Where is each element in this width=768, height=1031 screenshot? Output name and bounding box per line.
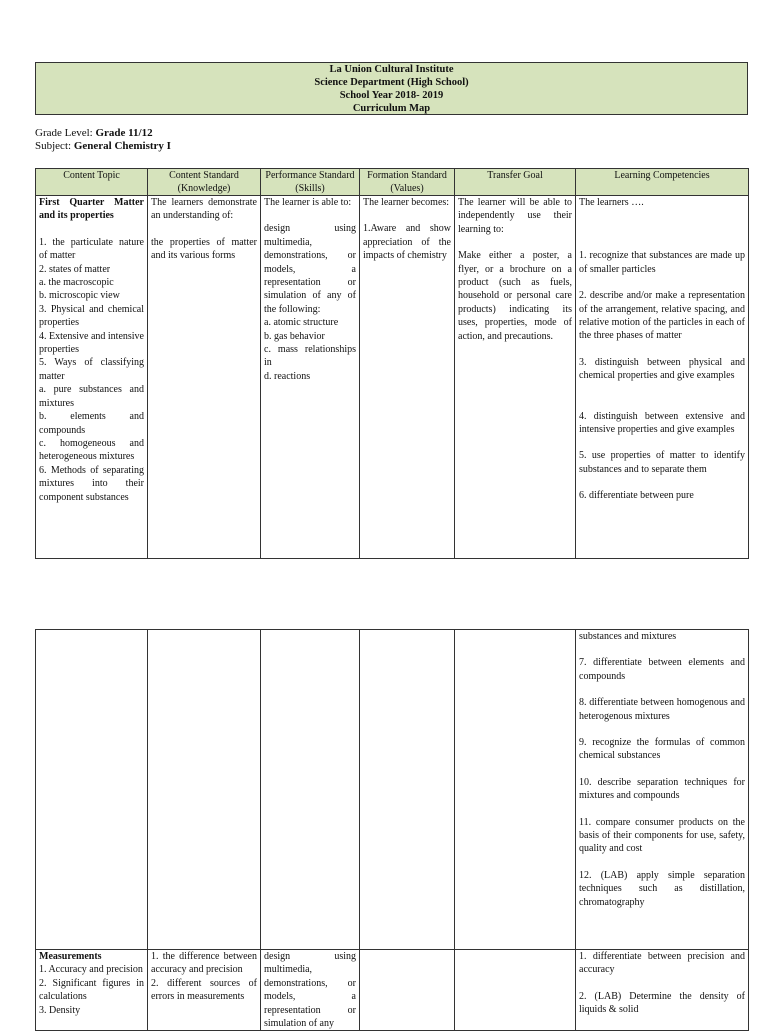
school-name: La Union Cultural Institute [329,64,454,75]
competency-item: 1. differentiate between precision and accuracy [579,951,745,976]
competency-item: 7. differentiate between elements and compounds [579,657,745,682]
competency-item: 11. compare consumer products on the basis of their components for use, safety, quality and cost [579,816,745,855]
transfer-goal-cell [455,630,576,950]
content-standard-cell [148,196,261,559]
content-topic-cell [36,950,148,1031]
table-row [36,196,749,559]
transfer-goal-cell [455,950,576,1031]
performance-standard-cell: design using multimedia, demonstrations, or models, a representation or simulation of any [261,950,360,1031]
competency-item: 12. (LAB) apply simple separation techniques such as distillation, chromatography [579,869,745,908]
table-row [36,630,749,950]
subject-value: General Chemistry I [73,140,171,152]
school-year: School Year 2018- 2019 [339,90,444,101]
grade-label: Grade Level: [35,127,93,139]
learning-competencies-cell [576,630,749,950]
competency-item: 3. distinguish between physical and chemical properties and give examples [579,356,745,382]
competency-item: 10. describe separation techniques for mixtures and compounds [579,776,745,802]
measurements-title: Measurements [39,951,102,962]
competency-item: 9. recognize the formulas of common chemical substances [579,737,745,762]
learning-competencies-cell [576,950,749,1031]
topic-items: 1. Accuracy and precision 2. Significant figures in calculations 3. Density [39,964,144,1016]
performance-standard-intro: The learner is able to: [264,197,352,208]
performance-standard-cell [261,196,360,559]
department-name: Science Department (High School) [314,77,469,88]
column-header: Content Standard (Knowledge) [148,169,261,196]
content-standard-cell: 1. the difference between accuracy and precision 2. different sources of errors in measurements [148,950,261,1031]
competency-item: 2. (LAB) Determine the density of liquids & solid [579,990,745,1016]
subject-label: Subject: [35,140,72,152]
competencies-intro: The learners …. [579,197,644,208]
formation-standard-cell [360,950,455,1031]
formation-standard-body: 1.Aware and show appreciation of the impacts of chemistry [363,223,451,262]
formation-standard-cell [360,196,455,559]
performance-standard-cell [261,630,360,950]
curriculum-table-2 [35,629,749,1031]
document-header [35,62,748,115]
curriculum-table-1 [35,168,749,559]
competency-item: 4. distinguish between extensive and intensive properties and give examples [579,410,745,436]
competency-item: 6. differentiate between pure [579,490,694,502]
topic-items: 1. the particulate nature of matter 2. states of matter a. the macroscopic b. microscopic view 3. Physical and chemical properties 4. Extensive and intensive properties 5. Ways of classifying matter a. pure substances and mixtures b. elements and compounds c. homogeneous and heterogeneous mixtures 6. Methods of separating mixtures into their component substances [39,236,144,503]
transfer-goal-cell [455,196,576,559]
competency-item: 2. describe and/or make a representation of the arrangement, relative spacing, and relative motion of the particles in each of the three phases of matter [579,290,745,342]
table-header-row [36,169,749,196]
grade-value: Grade 11/12 [95,127,153,139]
subject [35,140,171,153]
column-header: Transfer Goal [455,169,576,196]
competency-item: substances and mixtures [579,631,677,642]
content-standard-intro: The learners demonstrate an understanding of: [151,197,257,222]
column-header: Performance Standard (Skills) [261,169,360,196]
learning-competencies-cell [576,196,749,559]
document-title: Curriculum Map [352,103,431,114]
grade-level [35,127,153,140]
formation-standard-cell [360,630,455,950]
transfer-goal-body: Make either a poster, a flyer, or a brochure on a product (such as fuels, household or personal care products) indicating its uses, properties, mode of action, and precautions. [458,250,572,342]
column-header: Formation Standard (Values) [360,169,455,196]
transfer-goal-intro: The learner will be able to independently use their learning to: [458,197,572,235]
column-header: Content Topic [36,169,148,196]
formation-standard-intro: The learner becomes: [363,197,450,208]
content-topic-cell [36,196,148,559]
competency-item: 1. recognize that substances are made up of smaller particles [579,250,745,275]
table-row [36,950,749,1031]
content-standard-body: the properties of matter and its various forms [151,236,257,262]
competency-item: 8. differentiate between homogenous and heterogenous mixtures [579,697,745,722]
performance-standard-body: design using multimedia, demonstrations, or models, a representation or simulation of any of the following: a. atomic structure b. gas behavior c. mass relationships in d. reactions [264,223,356,382]
quarter-topic-title: First Quarter Matter and its properties [39,197,144,222]
content-standard-cell [148,630,261,950]
column-header: Learning Competencies [576,169,749,196]
content-topic-cell [36,630,148,950]
competency-item: 5. use properties of matter to identify substances and to separate them [579,450,745,475]
